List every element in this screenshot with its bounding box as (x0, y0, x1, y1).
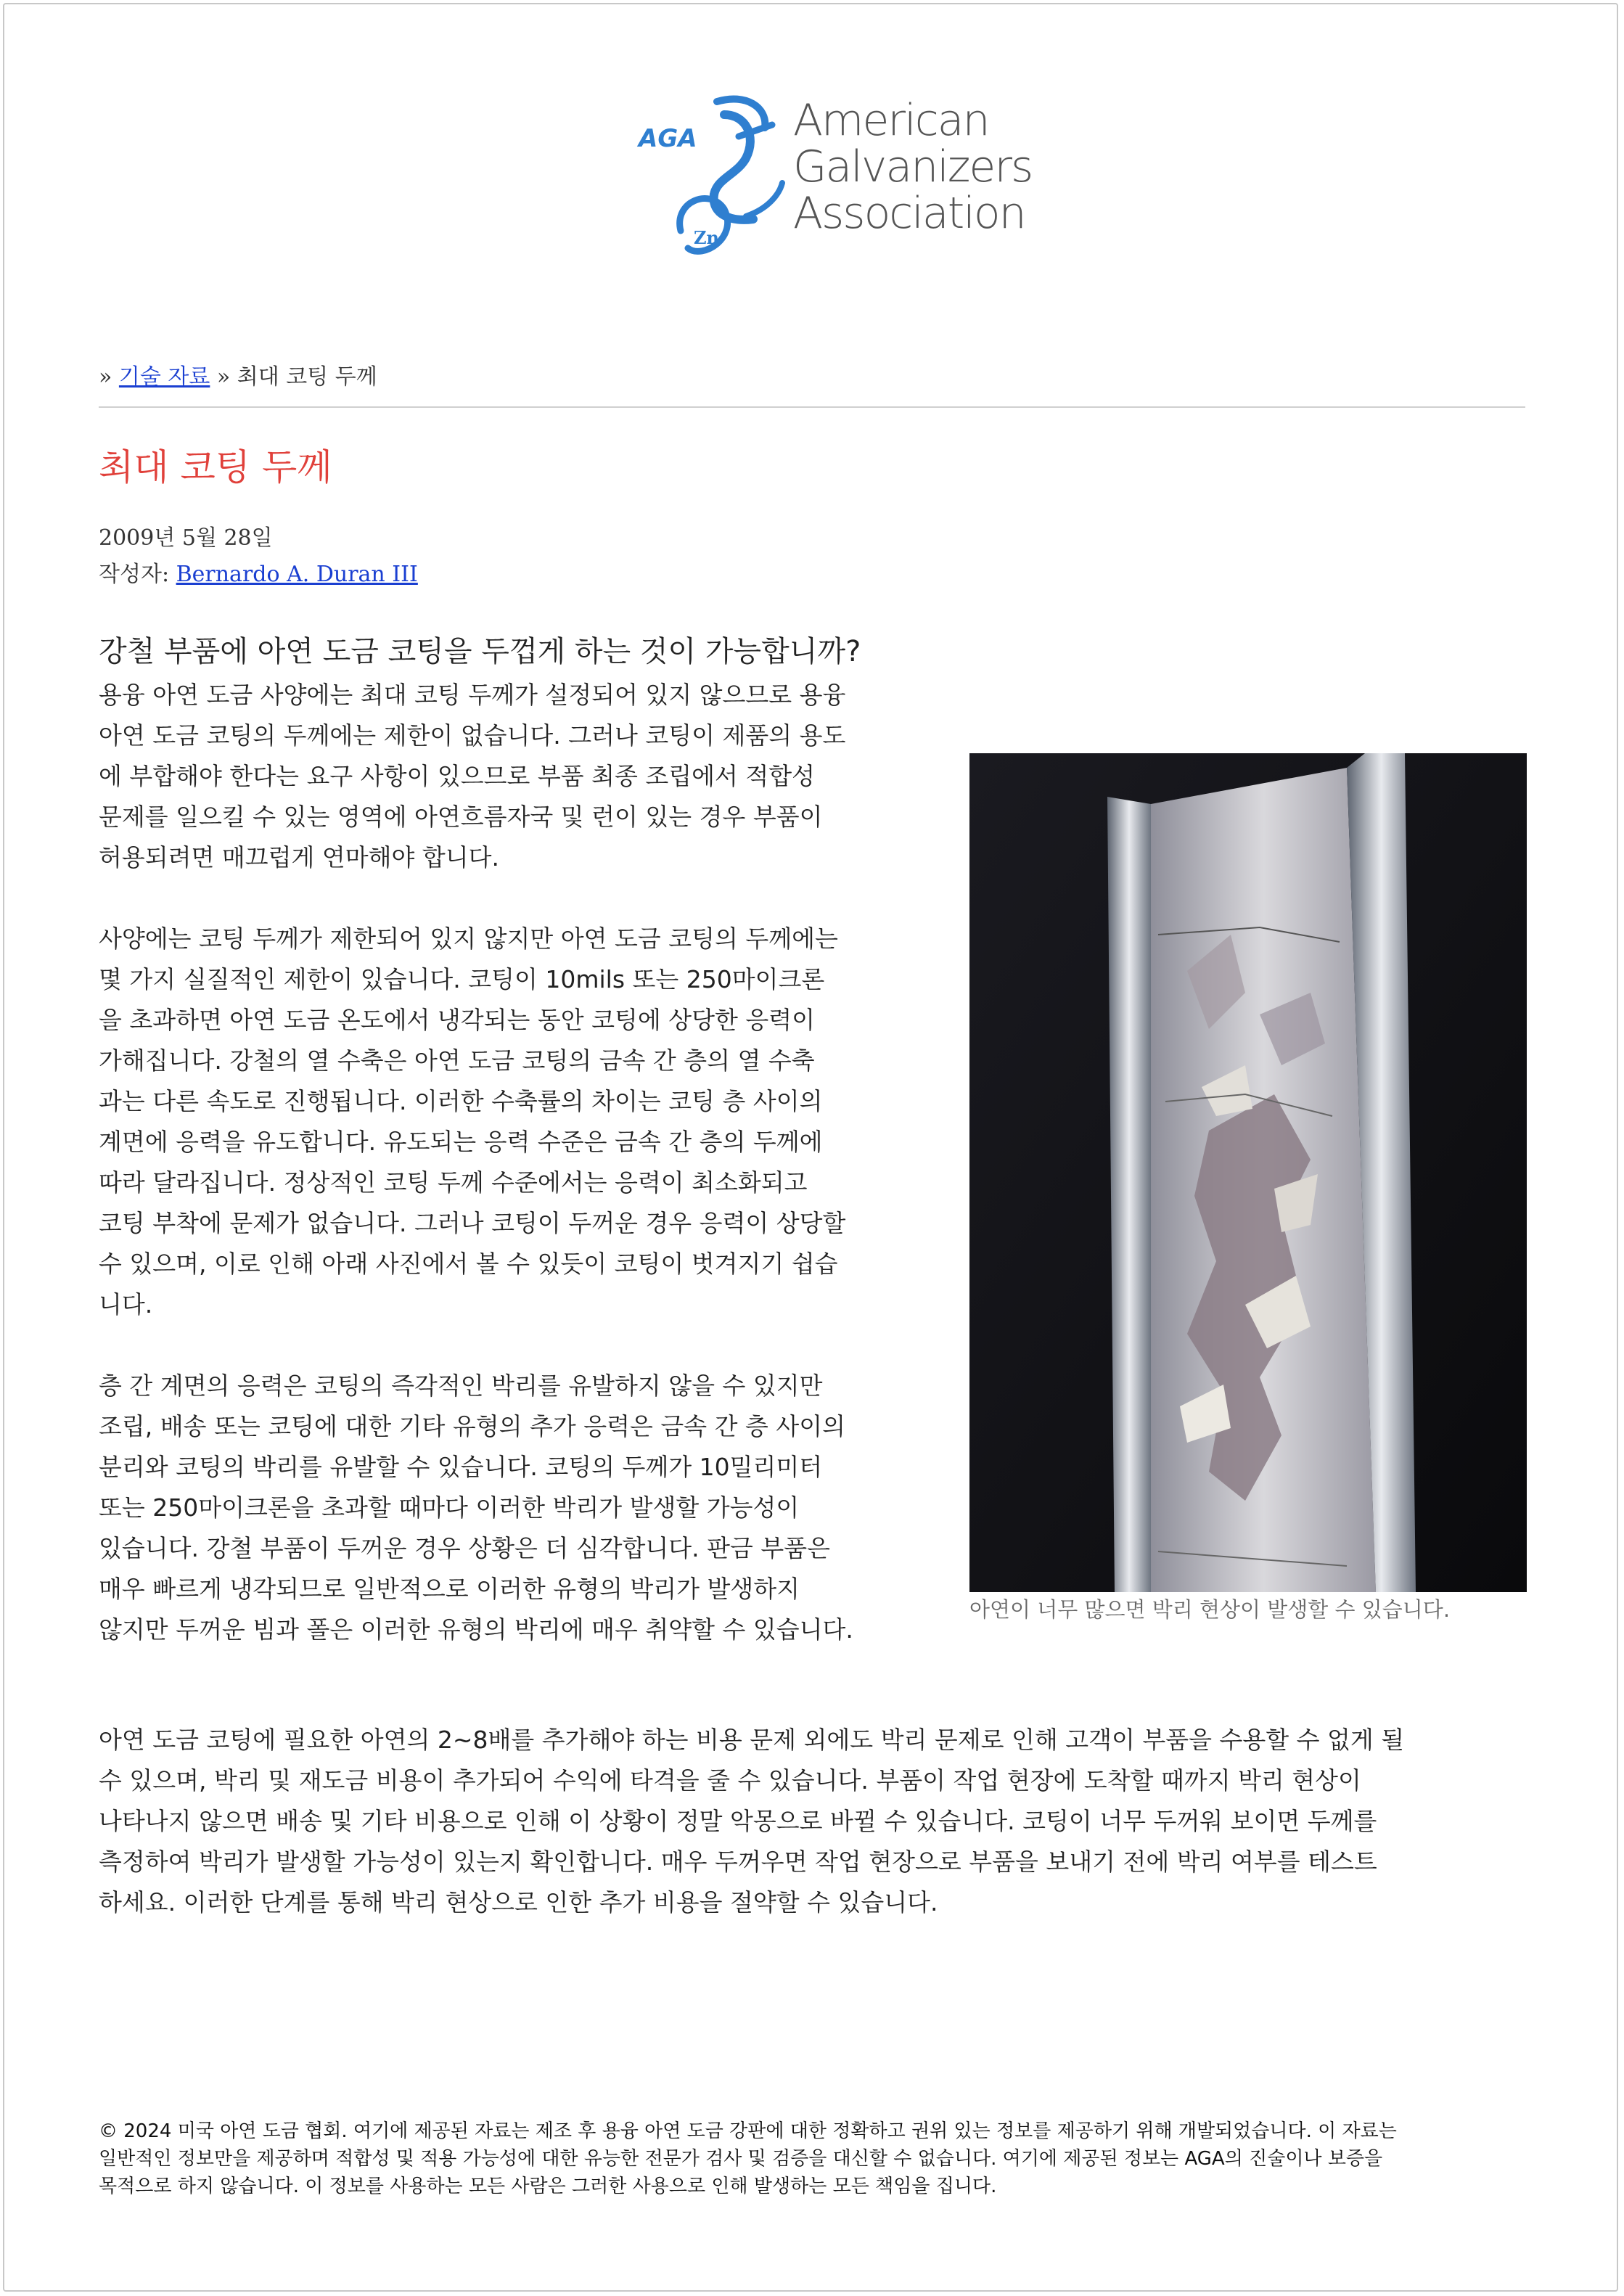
footer-line: © 2024 미국 아연 도금 협회. 여기에 제공된 자료는 제조 후 용융 아연 도금 강판에 대한 정확하고 권위 있는 정보를 제공하기 위해 개발되었습니다. 이 자료는 (99, 2120, 1397, 2142)
author-label: 작성자: (99, 562, 176, 587)
text-line: 분리와 코팅의 박리를 유발할 수 있습니다. 코팅의 두께가 10밀리미터 (99, 1453, 823, 1481)
text-line: 있습니다. 강철 부품이 두꺼운 경우 상황은 더 심각합니다. 판금 부품은 (99, 1534, 830, 1562)
text-line: 코팅 부착에 문제가 없습니다. 그러나 코팅이 두꺼운 경우 응력이 상당할 (99, 1209, 846, 1237)
footer-line: 목적으로 하지 않습니다. 이 정보를 사용하는 모든 사람은 그러한 사용으로 인해 발생하는 모든 책임을 집니다. (99, 2176, 997, 2197)
logo-line-1: American (793, 95, 989, 146)
text-line: 또는 250마이크론을 초과할 때마다 이러한 박리가 발생할 가능성이 (99, 1493, 800, 1522)
text-line: 몇 가지 실질적인 제한이 있습니다. 코팅이 10mils 또는 250마이크론 (99, 965, 825, 993)
article-question: 강철 부품에 아연 도금 코팅을 두껍게 하는 것이 가능합니까? (99, 635, 861, 668)
paragraph-2 (99, 919, 919, 1325)
logo-line-3: Association (793, 188, 1025, 239)
article-author (99, 556, 418, 588)
logo-wordmark (793, 97, 1032, 237)
text-line: 아연 도금 코팅에 필요한 아연의 2~8배를 추가해야 하는 비용 문제 외에도 박리 문제로 인해 고객이 부품을 수용할 수 없게 될 (99, 1726, 1405, 1754)
text-line: 따라 달라집니다. 정상적인 코팅 두께 수준에서는 응력이 최소화되고 (99, 1168, 808, 1197)
logo-line-2: Galvanizers (793, 142, 1033, 192)
breadcrumb (99, 358, 377, 390)
photo-caption: 아연이 너무 많으면 박리 현상이 발생할 수 있습니다. (969, 1597, 1451, 1622)
text-line: 니다. (99, 1290, 153, 1319)
text-line: 과는 다른 속도로 진행됩니다. 이러한 수축률의 차이는 코팅 층 사이의 (99, 1087, 823, 1115)
breadcrumb-divider (99, 406, 1525, 408)
text-line: 가해집니다. 강철의 열 수축은 아연 도금 코팅의 금속 간 층의 열 수축 (99, 1046, 815, 1075)
paragraph-3 (99, 1366, 919, 1650)
text-line: 조립, 배송 또는 코팅에 대한 기타 유형의 추가 응력은 금속 간 층 사이의 (99, 1412, 845, 1440)
logo-abbrev: AGA (639, 124, 697, 153)
text-line: 에 부합해야 한다는 요구 사항이 있으므로 부품 최종 조립에서 적합성 (99, 762, 815, 790)
breadcrumb-separator: » (99, 364, 119, 390)
text-line: 을 초과하면 아연 도금 온도에서 냉각되는 동안 코팅에 상당한 응력이 (99, 1006, 815, 1034)
text-line: 매우 빠르게 냉각되므로 일반적으로 이러한 유형의 박리가 발생하지 (99, 1575, 800, 1603)
text-line: 용융 아연 도금 사양에는 최대 코팅 두께가 설정되어 있지 않으므로 용융 (99, 681, 846, 709)
text-line: 측정하여 박리가 발생할 가능성이 있는지 확인합니다. 매우 두꺼우면 작업 현장으로 부품을 보내기 전에 박리 여부를 테스트 (99, 1848, 1377, 1876)
footer-line: 일반적인 정보만을 제공하며 적합성 및 적용 가능성에 대한 유능한 전문가 검사 및 검증을 대신할 수 없습니다. 여기에 제공된 정보는 AGA의 진술이나 보증을 (99, 2148, 1383, 2170)
aga-logo[interactable] (630, 93, 1033, 267)
text-line: 문제를 일으킬 수 있는 영역에 아연흐름자국 및 런이 있는 경우 부품이 (99, 803, 823, 831)
breadcrumb-current: 최대 코팅 두께 (237, 364, 377, 390)
text-line: 사양에는 코팅 두께가 제한되어 있지 않지만 아연 도금 코팅의 두께에는 (99, 924, 838, 953)
text-line: 계면에 응력을 유도합니다. 유도되는 응력 수준은 금속 간 층의 두께에 (99, 1128, 823, 1156)
copyright-footer (99, 2117, 1525, 2200)
logo-element: Zn (694, 227, 719, 248)
text-line: 수 있으며, 이로 인해 아래 사진에서 볼 수 있듯이 코팅이 벗겨지기 쉽습 (99, 1250, 838, 1278)
paragraph-4 (99, 1720, 1525, 1923)
text-line: 허용되려면 매끄럽게 연마해야 합니다. (99, 843, 500, 872)
beam-photo-illustration (969, 753, 1527, 1592)
text-line: 층 간 계면의 응력은 코팅의 즉각적인 박리를 유발하지 않을 수 있지만 (99, 1372, 823, 1400)
peeling-coating-photo (969, 753, 1527, 1592)
article-date: 2009년 5월 28일 (99, 525, 273, 551)
breadcrumb-separator: » (210, 364, 237, 390)
paragraph-1 (99, 675, 919, 878)
text-line: 않지만 두꺼운 빔과 폴은 이러한 유형의 박리에 매우 취약할 수 있습니다. (99, 1615, 853, 1644)
breadcrumb-link-tech-resources[interactable]: 기술 자료 (118, 364, 210, 390)
article-body (99, 675, 919, 1691)
text-line: 나타나지 않으면 배송 및 기타 비용으로 인해 이 상황이 정말 악몽으로 바뀔 수 있습니다. 코팅이 너무 두꺼워 보이면 두께를 (99, 1807, 1377, 1835)
author-link[interactable]: Bernardo A. Duran III (176, 562, 418, 587)
page-title: 최대 코팅 두께 (99, 446, 332, 488)
text-line: 수 있으며, 박리 및 재도금 비용이 추가되어 수익에 타격을 줄 수 있습니다. 부품이 작업 현장에 도착할 때까지 박리 현상이 (99, 1766, 1361, 1795)
text-line: 아연 도금 코팅의 두께에는 제한이 없습니다. 그러나 코팅이 제품의 용도 (99, 721, 846, 750)
text-line: 하세요. 이러한 단계를 통해 박리 현상으로 인한 추가 비용을 절약할 수 있습니다. (99, 1888, 938, 1916)
aga-logo-mark (630, 93, 790, 267)
